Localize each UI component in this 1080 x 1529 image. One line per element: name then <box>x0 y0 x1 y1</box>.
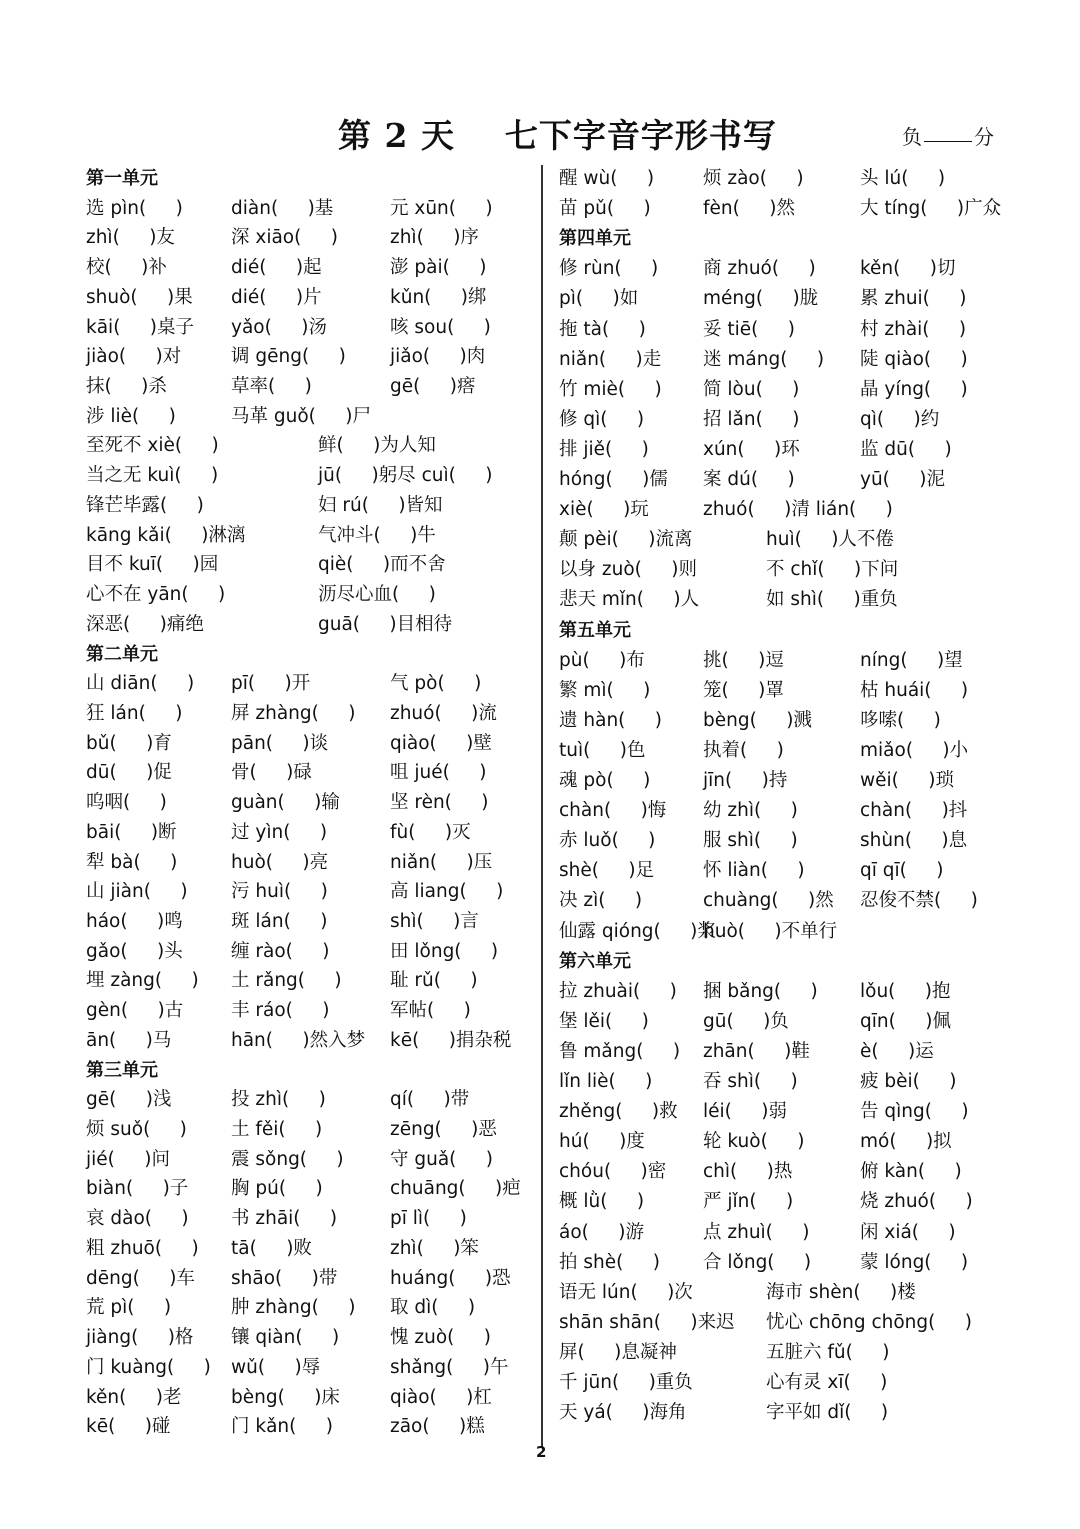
exercise-item[interactable]: fèn( )然 <box>703 198 795 220</box>
exercise-item[interactable]: biàn( )子 <box>86 1178 189 1200</box>
exercise-item[interactable]: 点 zhuì( ) <box>703 1221 810 1243</box>
exercise-item[interactable]: jiào( )对 <box>86 346 182 368</box>
exercise-item[interactable]: 烦 suǒ( ) <box>86 1119 187 1141</box>
exercise-item[interactable]: 悲天 mǐn( )人 <box>559 589 700 611</box>
exercise-item[interactable]: qiào( )杠 <box>390 1386 492 1408</box>
score-blank[interactable] <box>924 140 972 142</box>
exercise-item[interactable]: shùn( )息 <box>860 830 968 852</box>
exercise-item[interactable]: 粗 zhuō( ) <box>86 1237 199 1259</box>
exercise-item[interactable]: 过 yìn( ) <box>231 821 328 843</box>
exercise-item[interactable]: 村 zhài( ) <box>860 318 967 340</box>
exercise-item[interactable]: pī lì( ) <box>390 1208 467 1230</box>
unit-heading: 第四单元 <box>559 228 631 250</box>
exercise-item[interactable]: zhì( )友 <box>86 227 175 249</box>
exercise-item[interactable]: jū( )躬尽 cuì( ) <box>318 465 493 487</box>
exercise-item[interactable]: kāi( )桌子 <box>86 316 195 338</box>
exercise-item[interactable]: wǔ( )辱 <box>231 1356 321 1378</box>
exercise-item[interactable]: 拍 shè( ) <box>559 1251 660 1273</box>
exercise-item[interactable]: zhuó( )清 lián( ) <box>703 499 893 521</box>
exercise-item[interactable]: xiè( )玩 <box>559 499 649 521</box>
exercise-item[interactable]: 校( )补 <box>86 257 167 279</box>
exercise-item[interactable]: 堡 lěi( ) <box>559 1010 649 1032</box>
exercise-item[interactable]: gǎo( )头 <box>86 940 183 962</box>
score-field[interactable] <box>902 121 994 150</box>
exercise-item[interactable]: qiè( )而不舍 <box>318 554 446 576</box>
exercise-item[interactable]: 草率( ) <box>231 376 312 398</box>
exercise-item[interactable]: diàn( )基 <box>231 197 334 219</box>
exercise-item[interactable]: 千 jūn( )重负 <box>559 1372 693 1393</box>
exercise-item[interactable]: fù( )灭 <box>390 821 471 843</box>
exercise-item[interactable]: kē( )碰 <box>86 1416 171 1438</box>
exercise-item[interactable]: 忧心 chōng chōng( ) <box>766 1311 972 1333</box>
exercise-item[interactable]: huò( )亮 <box>231 851 329 873</box>
exercise-item[interactable]: gē( )浅 <box>86 1089 172 1111</box>
exercise-item[interactable]: 案 dú( ) <box>703 469 795 490</box>
exercise-item[interactable]: zhěng( )救 <box>559 1101 678 1123</box>
exercise-item[interactable]: 涉 liè( ) <box>86 405 176 427</box>
exercise-item[interactable]: 埋 zàng( ) <box>86 970 199 992</box>
exercise-item[interactable]: pì( )如 <box>559 288 639 310</box>
exercise-item[interactable]: hú( )度 <box>559 1131 645 1153</box>
exercise-item[interactable]: 气冲斗( )牛 <box>318 524 436 546</box>
unit-heading: 第五单元 <box>559 619 631 641</box>
exercise-item[interactable]: 心不在 yān( ) <box>86 584 226 606</box>
exercise-item[interactable]: 取 dì( ) <box>390 1297 476 1319</box>
exercise-item[interactable]: 如 shì( )重负 <box>766 589 898 611</box>
exercise-item[interactable]: bèng( )床 <box>231 1386 340 1408</box>
exercise-item[interactable]: 枯 huái( ) <box>860 679 969 701</box>
exercise-item[interactable]: pù( )布 <box>559 649 645 671</box>
exercise-item[interactable]: shāo( )带 <box>231 1267 338 1289</box>
exercise-item[interactable]: 排 jiě( ) <box>559 438 649 460</box>
exercise-item[interactable]: 疲 bèi( ) <box>860 1071 957 1092</box>
exercise-item[interactable]: 不 chǐ( )下问 <box>766 559 899 581</box>
unit-heading: 第一单元 <box>86 168 158 189</box>
exercise-item[interactable]: 幼 zhì( ) <box>703 800 798 822</box>
exercise-item[interactable]: 至死不 xiè( ) <box>86 435 219 457</box>
exercise-item[interactable]: 繁 mì( ) <box>559 679 651 701</box>
page-number: 2 <box>536 1443 547 1461</box>
exercise-item[interactable]: 语无 lún( )次 <box>559 1281 693 1303</box>
exercise-item[interactable]: 高 liang( ) <box>390 881 504 903</box>
exercise-item[interactable]: xún( )环 <box>703 438 800 460</box>
exercise-item[interactable]: 严 jǐn( ) <box>703 1191 794 1213</box>
exercise-item[interactable]: háo( )鸣 <box>86 911 183 932</box>
exercise-item[interactable]: 简 lòu( ) <box>703 378 800 400</box>
exercise-item[interactable]: 选 pìn( ) <box>86 197 183 219</box>
exercise-item[interactable]: 俯 kàn( ) <box>860 1161 962 1183</box>
unit-heading: 第三单元 <box>86 1059 158 1081</box>
exercise-item[interactable]: 决 zì( ) <box>559 890 643 912</box>
exercise-item[interactable]: yǎo( )汤 <box>231 316 327 338</box>
exercise-item[interactable]: 遗 hàn( ) <box>559 709 663 731</box>
exercise-item[interactable]: 犁 bà( ) <box>86 851 178 873</box>
exercise-item[interactable]: 元 xūn( ) <box>390 197 493 219</box>
exercise-item[interactable]: 屏( )息凝神 <box>559 1341 677 1363</box>
exercise-item[interactable]: huò( )不单行 <box>703 920 838 942</box>
exercise-item[interactable]: dié( )片 <box>231 286 322 308</box>
exercise-item[interactable]: níng( )望 <box>860 649 963 671</box>
exercise-item[interactable]: 愧 zuò( ) <box>390 1327 491 1349</box>
exercise-item[interactable]: 吞 shì( ) <box>703 1071 798 1092</box>
exercise-item[interactable]: 监 dū( ) <box>860 438 952 460</box>
exercise-item[interactable]: 招 lǎn( ) <box>703 408 800 430</box>
exercise-item[interactable]: 仙露 qióng( )浆 <box>559 920 716 942</box>
exercise-item[interactable]: 镶 qiàn( ) <box>231 1327 340 1349</box>
exercise-item[interactable]: 颠 pèi( )流离 <box>559 529 693 551</box>
exercise-item[interactable]: jiǎo( )肉 <box>390 346 486 368</box>
exercise-item[interactable]: gē( )瘩 <box>390 376 476 398</box>
exercise-item[interactable]: 咳 sou( ) <box>390 316 491 338</box>
exercise-item[interactable]: 执着( ) <box>703 739 784 761</box>
exercise-item[interactable]: kǔn( )绑 <box>390 286 487 308</box>
exercise-item[interactable]: 书 zhāi( ) <box>231 1208 338 1230</box>
exercise-item[interactable]: áo( )游 <box>559 1221 644 1243</box>
exercise-item[interactable]: zhuó( )流 <box>390 702 497 724</box>
exercise-item[interactable]: qī qī( ) <box>860 860 944 882</box>
exercise-item[interactable]: 服 shì( ) <box>703 830 798 852</box>
exercise-item[interactable]: méng( )胧 <box>703 288 819 310</box>
exercise-item[interactable]: 拖 tà( ) <box>559 318 646 340</box>
exercise-item[interactable]: 闲 xiá( ) <box>860 1221 956 1243</box>
exercise-item[interactable]: 投 zhì( ) <box>231 1089 326 1111</box>
exercise-item[interactable]: zhān( )鞋 <box>703 1040 810 1062</box>
exercise-item[interactable]: gèn( )古 <box>86 1000 184 1022</box>
exercise-item[interactable]: 田 lǒng( ) <box>390 940 499 962</box>
exercise-item[interactable]: 累 zhui( ) <box>860 288 967 310</box>
exercise-item[interactable]: miǎo( )小 <box>860 739 969 761</box>
exercise-item[interactable]: chóu( )密 <box>559 1161 667 1183</box>
exercise-item[interactable]: 抹( )杀 <box>86 376 167 398</box>
exercise-item[interactable]: mó( )拟 <box>860 1131 952 1153</box>
exercise-item[interactable]: 军帖( ) <box>390 1000 471 1022</box>
exercise-item[interactable]: bāi( )断 <box>86 821 177 843</box>
exercise-item[interactable]: 头 lú( ) <box>860 168 946 189</box>
exercise-item[interactable]: qí( )带 <box>390 1089 470 1111</box>
page-title: 第 2 天 七下字音字形书写 <box>338 116 777 155</box>
exercise-item[interactable]: 以身 zuò( )则 <box>559 559 697 581</box>
exercise-item[interactable]: 沥尽心血( ) <box>318 584 436 606</box>
exercise-item[interactable]: pī( )开 <box>231 673 311 695</box>
exercise-item[interactable]: 五脏六 fǔ( ) <box>766 1341 890 1363</box>
exercise-item[interactable]: 气 pò( ) <box>390 673 482 695</box>
exercise-item[interactable]: qīn( )佩 <box>860 1010 951 1032</box>
exercise-item[interactable]: 目不 kuī( )园 <box>86 554 219 576</box>
exercise-item[interactable]: kē( )捐杂税 <box>390 1029 512 1051</box>
exercise-item[interactable]: 苗 pǔ( ) <box>559 198 651 220</box>
exercise-item[interactable]: chàn( )悔 <box>559 800 667 822</box>
exercise-item[interactable]: zāo( )糕 <box>390 1416 485 1438</box>
exercise-item[interactable]: hān( )然入梦 <box>231 1029 366 1051</box>
exercise-item[interactable]: 土 fěi( ) <box>231 1119 323 1141</box>
exercise-item[interactable]: 土 rǎng( ) <box>231 970 342 992</box>
exercise-item[interactable]: 山 diān( ) <box>86 673 195 695</box>
exercise-item[interactable]: jiàng( )格 <box>86 1327 194 1349</box>
exercise-item[interactable]: yū( )泥 <box>860 469 946 490</box>
exercise-item[interactable]: wěi( )琐 <box>860 770 954 791</box>
exercise-item[interactable]: 骨( )碌 <box>231 762 312 784</box>
exercise-item[interactable]: huáng( )恐 <box>390 1267 511 1289</box>
exercise-item[interactable]: shè( )足 <box>559 860 655 882</box>
exercise-item[interactable]: 挑( )逗 <box>703 649 784 671</box>
exercise-item[interactable]: lǒu( )抱 <box>860 980 951 1002</box>
exercise-item[interactable]: 斑 lán( ) <box>231 911 328 932</box>
exercise-item[interactable]: 马革 guǒ( )尸 <box>231 405 372 427</box>
exercise-item[interactable]: 门 kǎn( ) <box>231 1416 333 1438</box>
exercise-item[interactable]: 妥 tiē( ) <box>703 318 795 340</box>
exercise-item[interactable]: tuì( )色 <box>559 739 646 761</box>
score-prefix: 负 <box>902 125 922 149</box>
exercise-item[interactable]: shǎng( )午 <box>390 1356 509 1378</box>
exercise-item[interactable]: è( )运 <box>860 1040 934 1062</box>
exercise-item[interactable]: 震 sǒng( ) <box>231 1148 344 1170</box>
exercise-item[interactable]: 胸 pú( ) <box>231 1178 323 1200</box>
exercise-item[interactable]: 迷 máng( ) <box>703 348 825 370</box>
exercise-item[interactable]: bǔ( )育 <box>86 732 172 754</box>
exercise-item[interactable]: zēng( )恶 <box>390 1119 497 1141</box>
exercise-item[interactable]: niǎn( )走 <box>559 348 662 370</box>
exercise-item[interactable]: 丰 ráo( ) <box>231 1000 330 1022</box>
exercise-item[interactable]: 商 zhuó( ) <box>703 258 816 280</box>
exercise-item[interactable]: 晶 yíng( ) <box>860 378 968 400</box>
exercise-item[interactable]: 屏 zhàng( ) <box>231 702 356 724</box>
exercise-item[interactable]: shān shān( )来迟 <box>559 1311 735 1333</box>
exercise-item[interactable]: chuāng( )疤 <box>390 1178 521 1200</box>
exercise-item[interactable]: niǎn( )压 <box>390 851 493 873</box>
exercise-item[interactable]: qiào( )壁 <box>390 732 492 754</box>
exercise-item[interactable]: 调 gēng( ) <box>231 346 346 368</box>
exercise-item[interactable]: 修 qì( ) <box>559 408 645 430</box>
exercise-item[interactable]: 澎 pài( ) <box>390 257 487 279</box>
exercise-item[interactable]: 荒 pì( ) <box>86 1297 172 1319</box>
exercise-item[interactable]: 陡 qiào( ) <box>860 348 968 370</box>
exercise-item[interactable]: kěn( )切 <box>860 258 956 280</box>
unit-heading: 第六单元 <box>559 950 631 972</box>
exercise-item[interactable]: kāng kǎi( )淋漓 <box>86 524 246 546</box>
exercise-item[interactable]: 烦 zào( ) <box>703 168 804 189</box>
exercise-item[interactable]: 蒙 lóng( ) <box>860 1251 969 1273</box>
exercise-item[interactable]: chì( )热 <box>703 1161 793 1183</box>
exercise-item[interactable]: pān( )谈 <box>231 732 329 754</box>
exercise-item[interactable]: 忍俊不禁( ) <box>860 890 978 912</box>
exercise-item[interactable]: 深 xiāo( ) <box>231 227 338 249</box>
exercise-item[interactable]: 哆嗦( ) <box>860 709 941 731</box>
exercise-item[interactable]: 坚 rèn( ) <box>390 792 489 814</box>
score-suffix: 分 <box>974 125 994 149</box>
exercise-item[interactable]: 天 yá( )海角 <box>559 1402 687 1424</box>
exercise-item[interactable]: shì( )言 <box>390 911 479 932</box>
exercise-item[interactable]: chuàng( )然 <box>703 890 834 912</box>
exercise-item[interactable]: 污 huì( ) <box>231 881 328 903</box>
exercise-item[interactable]: 鲜( )为人知 <box>318 435 436 457</box>
exercise-item[interactable]: 缠 rào( ) <box>231 940 330 962</box>
exercise-item[interactable]: 怀 liàn( ) <box>703 860 805 882</box>
exercise-item[interactable]: 竹 miè( ) <box>559 378 662 400</box>
exercise-item[interactable]: guā( )目相待 <box>318 613 453 635</box>
exercise-item[interactable]: 鲁 mǎng( ) <box>559 1040 681 1062</box>
exercise-item[interactable]: tā( )败 <box>231 1237 312 1259</box>
exercise-item[interactable]: 烧 zhuó( ) <box>860 1191 973 1213</box>
exercise-item[interactable]: qì( )约 <box>860 408 940 430</box>
exercise-item[interactable]: hóng( )儒 <box>559 469 668 490</box>
exercise-item[interactable]: 门 kuàng( ) <box>86 1356 211 1378</box>
exercise-item[interactable]: 山 jiàn( ) <box>86 881 188 903</box>
exercise-item[interactable]: 狂 lán( ) <box>86 702 183 724</box>
exercise-item[interactable]: 修 rùn( ) <box>559 258 659 280</box>
exercise-item[interactable]: 拉 zhuài( ) <box>559 980 677 1002</box>
exercise-item[interactable]: gū( )负 <box>703 1010 789 1032</box>
exercise-item[interactable]: 字平如 dǐ( ) <box>766 1402 889 1424</box>
exercise-item[interactable]: 心有灵 xī( ) <box>766 1372 888 1393</box>
exercise-item[interactable]: lǐn liè( ) <box>559 1071 653 1092</box>
exercise-item[interactable]: 海市 shèn( )楼 <box>766 1281 916 1303</box>
exercise-item[interactable]: shuò( )果 <box>86 286 193 308</box>
exercise-item[interactable]: 咀 jué( ) <box>390 762 487 784</box>
exercise-item[interactable]: dié( )起 <box>231 257 322 279</box>
exercise-item[interactable]: 概 lǜ( ) <box>559 1191 645 1213</box>
exercise-item[interactable]: huì( )人不倦 <box>766 529 894 551</box>
exercise-item[interactable]: jīn( )持 <box>703 770 788 791</box>
exercise-item[interactable]: zhì( )笨 <box>390 1237 479 1259</box>
exercise-item[interactable]: 深恶( )痛绝 <box>86 613 204 635</box>
exercise-item[interactable]: 告 qìng( ) <box>860 1101 969 1123</box>
exercise-item[interactable]: chàn( )抖 <box>860 800 968 822</box>
column-divider <box>541 165 543 1447</box>
exercise-item[interactable]: kěn( )老 <box>86 1386 182 1408</box>
exercise-item[interactable]: dū( )促 <box>86 762 172 784</box>
exercise-item[interactable]: 呜咽( ) <box>86 792 167 814</box>
exercise-item[interactable]: 笼( )罩 <box>703 679 784 701</box>
exercise-item[interactable]: 耻 rǔ( ) <box>390 970 478 992</box>
exercise-item[interactable]: 当之无 kuì( ) <box>86 465 219 487</box>
exercise-item[interactable]: bèng( )溅 <box>703 709 812 731</box>
exercise-item[interactable]: 捆 bǎng( ) <box>703 980 818 1002</box>
exercise-item[interactable]: 赤 luǒ( ) <box>559 830 656 852</box>
exercise-item[interactable]: zhì( )序 <box>390 227 479 249</box>
exercise-item[interactable]: 大 tíng( )广众 <box>860 198 1002 220</box>
exercise-item[interactable]: 哀 dào( ) <box>86 1208 189 1230</box>
exercise-item[interactable]: dēng( )车 <box>86 1267 195 1289</box>
exercise-item[interactable]: léi( )弱 <box>703 1101 787 1123</box>
exercise-item[interactable]: 醒 wù( ) <box>559 168 655 189</box>
exercise-item[interactable]: 守 guǎ( ) <box>390 1148 494 1170</box>
exercise-item[interactable]: jié( )问 <box>86 1148 170 1170</box>
exercise-item[interactable]: ān( )马 <box>86 1029 172 1051</box>
exercise-item[interactable]: 锋芒毕露( ) <box>86 494 204 516</box>
exercise-item[interactable]: guàn( )输 <box>231 792 340 814</box>
exercise-item[interactable]: 肿 zhàng( ) <box>231 1297 356 1319</box>
unit-heading: 第二单元 <box>86 643 158 665</box>
exercise-item[interactable]: 魂 pò( ) <box>559 770 651 791</box>
exercise-item[interactable]: 合 lǒng( ) <box>703 1251 812 1273</box>
exercise-item[interactable]: 妇 rú( )皆知 <box>318 494 443 516</box>
exercise-item[interactable]: 轮 kuò( ) <box>703 1131 805 1153</box>
